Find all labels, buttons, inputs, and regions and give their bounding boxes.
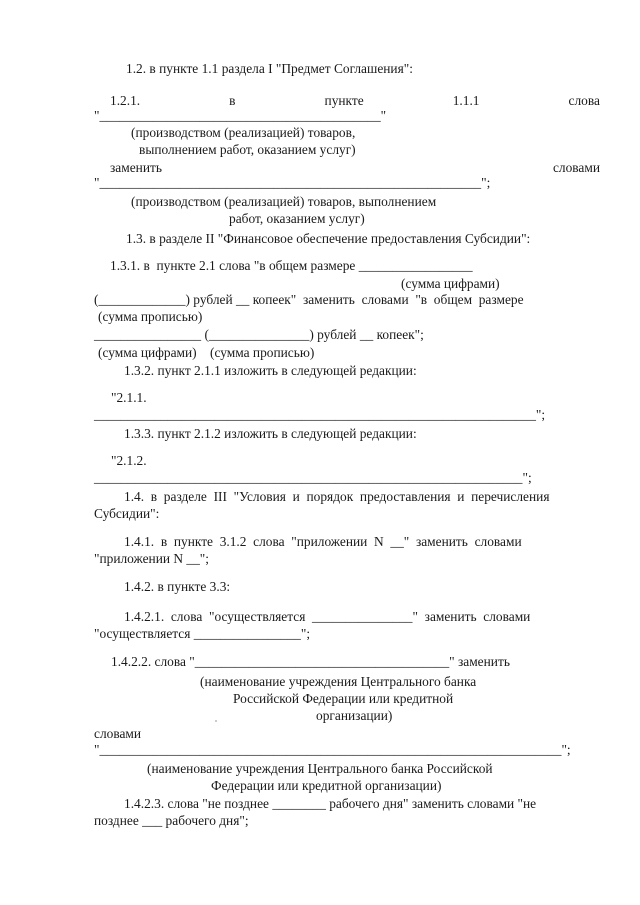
blank-line: __________________________________________________________________";: [94, 407, 546, 422]
caption: (сумма прописью): [98, 309, 203, 324]
blank-line: ________________________________________________________________";: [94, 470, 532, 485]
word: словами: [552, 160, 600, 175]
text-line: "2.1.1.: [111, 390, 147, 405]
item-1-2: 1.2. в пункте 1.1 раздела I "Предмет Соглашения":: [126, 61, 413, 76]
text-line: позднее ___ рабочего дня";: [94, 813, 249, 828]
item-1-3-3: 1.3.3. пункт 2.1.2 изложить в следующей редакции:: [124, 426, 417, 441]
text-line: ________________ (_______________) рублей __ копеек";: [94, 327, 424, 342]
blank-line: "_________________________________________________________";: [94, 175, 491, 190]
caption: Федерации или кредитной организации): [211, 778, 442, 793]
scan-speck: [215, 720, 217, 722]
caption: (сумма цифрами): [401, 276, 500, 291]
text-line: словами: [94, 726, 142, 741]
replace-line: [110, 161, 600, 174]
caption: организации): [316, 708, 393, 723]
item-1-3-1: 1.3.1. в пункте 2.1 слова "в общем размере _________________: [110, 258, 473, 273]
caption: (производством (реализацией) товаров, выполнением: [131, 194, 437, 209]
blank-line: "__________________________________________": [94, 108, 387, 123]
blank-line: "_____________________________________________________________________";: [94, 742, 571, 757]
item-1-3: 1.3. в разделе II "Финансовое обеспечение предоставления Субсидии":: [126, 231, 531, 246]
caption: (сумма цифрами) (сумма прописью): [98, 345, 315, 360]
word: заменить: [110, 160, 162, 175]
caption: выполнением работ, оказанием услуг): [139, 142, 356, 157]
caption: (наименование учреждения Центрального банка: [200, 674, 477, 689]
word: 1.1.1: [452, 93, 480, 108]
item-1-3-2: 1.3.2. пункт 2.1.1 изложить в следующей редакции:: [124, 363, 417, 378]
text-line: Субсидии":: [94, 506, 160, 521]
text-line: "осуществляется ________________";: [94, 626, 311, 641]
item-1-4-2-2: 1.4.2.2. слова "______________________________________" заменить: [111, 654, 510, 669]
word: в: [229, 93, 236, 108]
text-line: "2.1.2.: [111, 453, 147, 468]
item-1-2-1: [110, 94, 600, 107]
item-1-4-2-3: 1.4.2.3. слова "не позднее ________ рабочего дня" заменить словами "не: [124, 796, 537, 811]
caption: (производством (реализацией) товаров,: [131, 125, 356, 140]
word: пункте: [324, 93, 364, 108]
text-line: (_____________) рублей __ копеек" заменить словами "в общем размере: [94, 292, 524, 307]
text-line: "приложении N __";: [94, 551, 209, 566]
caption: (наименование учреждения Центрального банка Российской: [147, 761, 493, 776]
item-1-4-2: 1.4.2. в пункте 3.3:: [124, 579, 231, 594]
item-1-4: 1.4. в разделе III "Условия и порядок предоставления и перечисления: [124, 489, 550, 504]
item-1-4-2-1: 1.4.2.1. слова "осуществляется _______________" заменить словами: [124, 609, 531, 624]
item-1-4-1: 1.4.1. в пункте 3.1.2 слова "приложении N __" заменить словами: [124, 534, 522, 549]
caption: Российской Федерации или кредитной: [233, 691, 454, 706]
caption: работ, оказанием услуг): [229, 211, 365, 226]
word: слова: [568, 93, 600, 108]
item-number: 1.2.1.: [110, 93, 141, 108]
